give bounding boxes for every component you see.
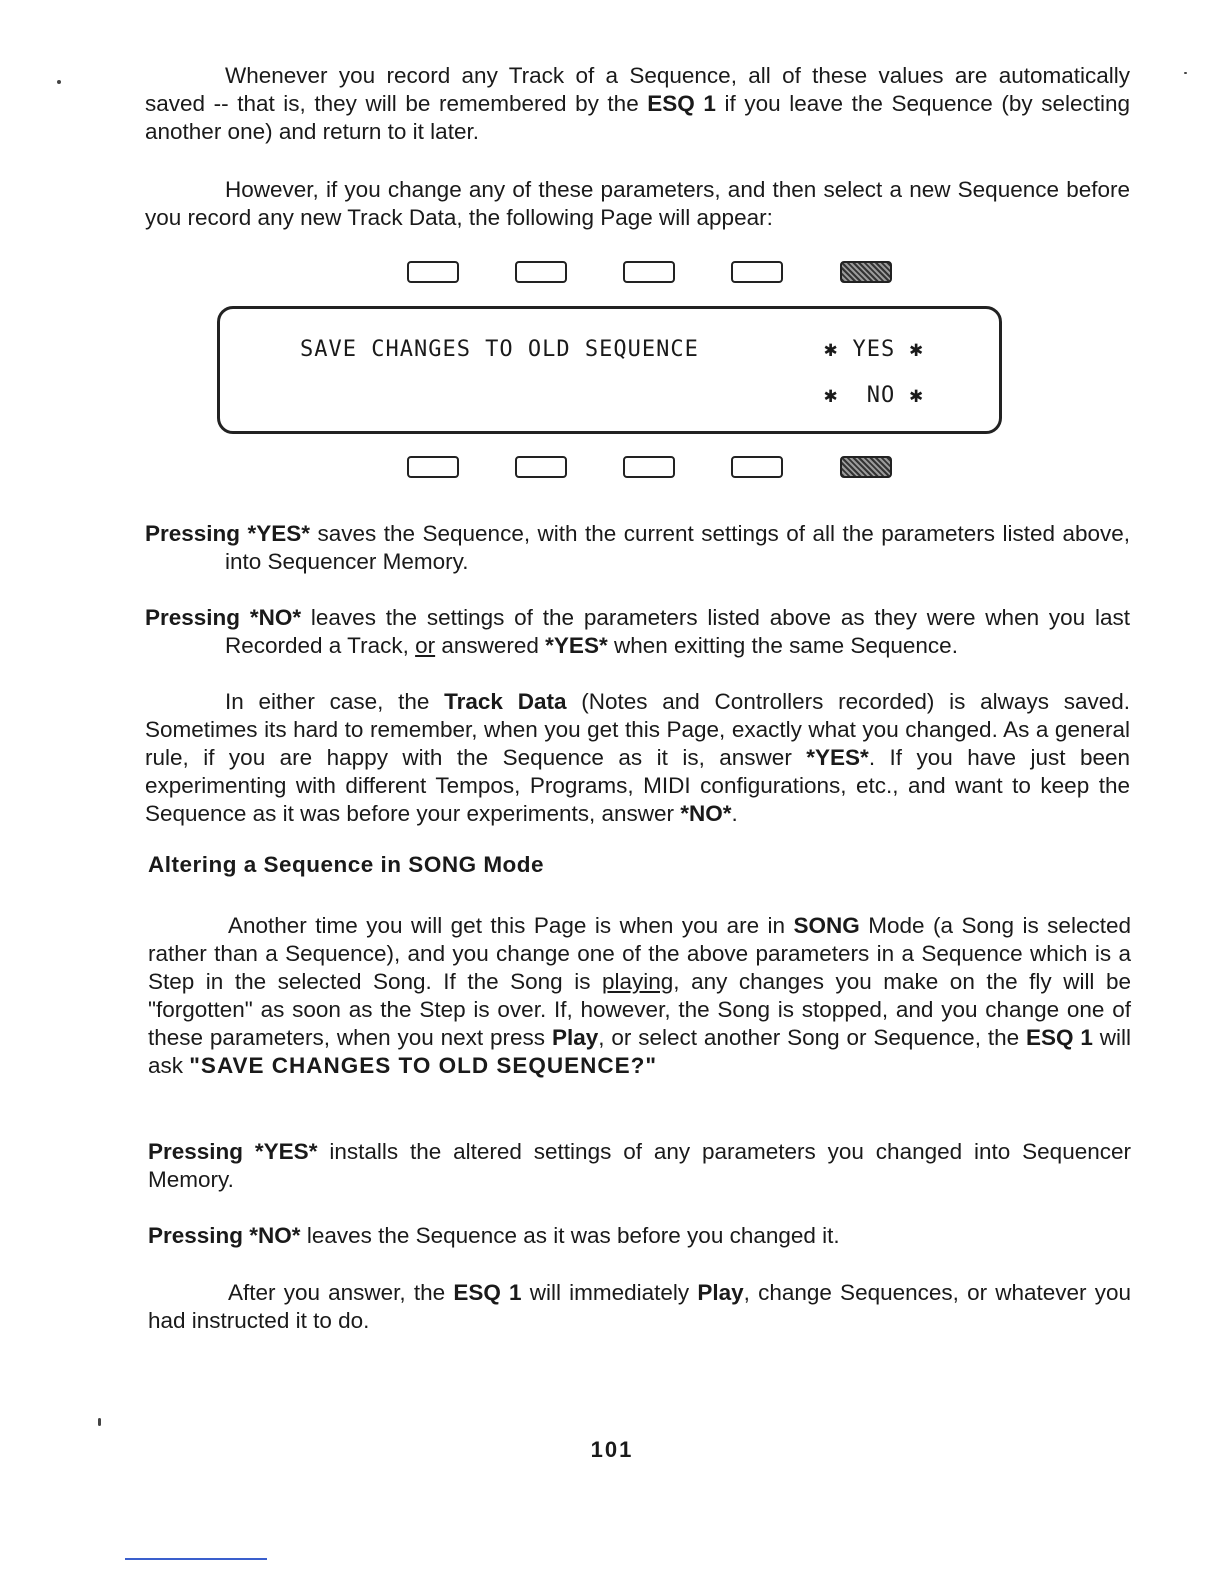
text-span: will ask (148, 1025, 1132, 1078)
soft-button-top-4 (731, 261, 783, 283)
text-span: Whenever you record any Track of a Sequence, all of these values are automatically saved -- that is, they will be remembered by the (145, 63, 1130, 116)
page-number: 101 (590, 1437, 634, 1462)
term-label: Pressing *YES* (145, 521, 311, 546)
yes-definition-2 (148, 1138, 1131, 1194)
text-span: leaves the settings of the parameters listed above as they were when you last Recorded a Track, (225, 605, 1130, 658)
bold-text: ESQ 1 (1025, 1025, 1093, 1050)
product-name: ESQ 1 (647, 91, 716, 116)
bold-text: *YES* (545, 633, 608, 658)
text-span: will immediately (521, 1280, 698, 1305)
bold-text: SONG (793, 913, 860, 938)
scan-speck (98, 1418, 101, 1426)
text-span: , change Sequences, or whatever you had instructed it to do. (148, 1280, 1131, 1333)
underlined-text: or (415, 633, 436, 658)
scan-speck (57, 80, 61, 84)
term-label: Pressing *NO* (148, 1223, 301, 1248)
bold-text: Play (697, 1280, 744, 1305)
text-span: leaves the Sequence as it was before you changed it. (300, 1223, 840, 1248)
text-span: saves the Sequence, with the current settings of all the parameters listed above, into Sequencer Memory. (225, 521, 1131, 574)
lcd-display (217, 306, 1002, 434)
lcd-no-option: ✱ NO ✱ (824, 383, 924, 408)
text-span: if you leave the Sequence (by selecting another one) and return to it later. (145, 91, 1131, 144)
text-span: Mode (a Song is selected rather than a Sequence), and you change one of the above parameters in a Sequence which is a Step in the selected Song. If the Song is (148, 913, 1131, 994)
scan-speck (1184, 72, 1187, 74)
intro-paragraph (145, 62, 1130, 146)
song-mode-paragraph (148, 912, 1131, 1080)
bottom-rule (125, 1558, 267, 1560)
soft-button-top-2 (515, 261, 567, 283)
yes-definition (145, 520, 1130, 576)
underlined-text: playing (601, 969, 674, 994)
soft-button-top-1 (407, 261, 459, 283)
either-case-paragraph (145, 688, 1130, 828)
text-span: answered (435, 633, 546, 658)
soft-button-top-5-selected (840, 261, 892, 283)
no-definition (145, 604, 1130, 660)
soft-button-bottom-2 (515, 456, 567, 478)
term-label: Pressing *NO* (145, 605, 302, 630)
text-span: . (731, 801, 738, 826)
lcd-yes-option: ✱ YES ✱ (824, 337, 924, 362)
page-appear-paragraph: However, if you change any of these parameters, and then select a new Sequence before you record any new Track Data, the following Page will appear: (145, 177, 1130, 230)
bold-text: *YES* (806, 745, 869, 770)
section-heading: Altering a Sequence in SONG Mode (148, 852, 545, 877)
text-span: (Notes and Controllers recorded) is always saved. Sometimes its hard to remember, when you get this Page, exactly what you changed. As a general rule, if you are happy with the Sequence as it is, answer (145, 689, 1130, 770)
soft-button-bottom-3 (623, 456, 675, 478)
lcd-prompt: SAVE CHANGES TO OLD SEQUENCE (300, 337, 699, 362)
bold-text: Track Data (444, 689, 567, 714)
soft-button-bottom-5-selected (840, 456, 892, 478)
soft-button-top-3 (623, 261, 675, 283)
bold-text: Play (551, 1025, 599, 1050)
term-label: Pressing *YES* (148, 1139, 318, 1164)
text-span: , any changes you make on the fly will be "forgotten" as soon as the Step is over. If, however, the Song is stopped, and you change one of these parameters, when you next press (148, 969, 1131, 1050)
text-span: when exitting the same Sequence. (607, 633, 958, 658)
text-span: After you answer, the (228, 1280, 454, 1305)
text-span: In either case, the (225, 689, 445, 714)
text-span: . If you have just been experimenting with different Tempos, Programs, MIDI configurations, etc., and want to keep the Sequence as it was before your experiments, answer (145, 745, 1130, 826)
bold-text: ESQ 1 (453, 1280, 522, 1305)
text-span: installs the altered settings of any parameters you changed into Sequencer Memory. (148, 1139, 1131, 1192)
soft-button-bottom-4 (731, 456, 783, 478)
bold-text: *NO* (680, 801, 732, 826)
text-span: , or select another Song or Sequence, the (598, 1025, 1026, 1050)
soft-button-bottom-1 (407, 456, 459, 478)
bold-text: "SAVE CHANGES TO OLD SEQUENCE?" (189, 1053, 658, 1078)
no-definition-2 (148, 1222, 1131, 1250)
text-span: Another time you will get this Page is when you are in (228, 913, 794, 938)
after-answer-paragraph (148, 1279, 1131, 1335)
